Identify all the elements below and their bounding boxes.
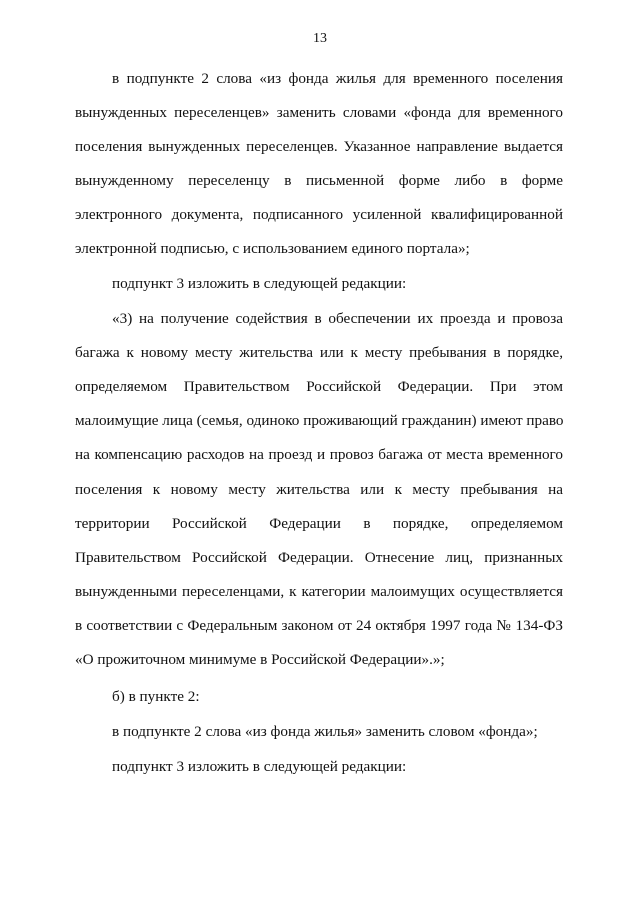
text-line-15: Правительством Российской Федерации. Отнесение лиц, признанных xyxy=(75,549,563,566)
text-line-18: «О прожиточном минимуме в Российской Федерации».»; xyxy=(75,651,445,668)
text-line-1: в подпункте 2 слова «из фонда жилья для временного поселения xyxy=(112,70,563,87)
text-line-13: поселения к новому месту жительства или к месту пребывания на xyxy=(75,481,563,498)
text-line-21: подпункт 3 изложить в следующей редакции: xyxy=(112,758,407,775)
text-line-12: на компенсацию расходов на проезд и провоз багажа от места временного xyxy=(75,446,563,463)
text-line-19: б) в пункте 2: xyxy=(112,688,200,705)
text-line-8: «3) на получение содействия в обеспечении их проезда и провоза xyxy=(112,310,563,327)
text-line-20: в подпункте 2 слова «из фонда жилья» заменить словом «фонда»; xyxy=(112,723,538,740)
text-line-4: вынужденному переселенцу в письменной форме либо в форме xyxy=(75,172,563,189)
text-line-10: определяемом Правительством Российской Федерации. При этом xyxy=(75,378,563,395)
text-line-6: электронной подписью, с использованием единого портала»; xyxy=(75,240,470,257)
page-number: 13 xyxy=(313,31,327,46)
text-line-17: в соответствии с Федеральным законом от 24 октября 1997 года № 134-ФЗ xyxy=(75,617,563,634)
text-line-5: электронного документа, подписанного усиленной квалифицированной xyxy=(75,206,563,223)
text-line-9: багажа к новому месту жительства или к месту пребывания в порядке, xyxy=(75,344,563,361)
text-line-11: малоимущие лица (семья, одиноко проживающий гражданин) имеют право xyxy=(75,412,564,429)
text-line-3: поселения вынужденных переселенцев. Указанное направление выдается xyxy=(75,138,563,155)
text-line-16: вынужденными переселенцами, к категории малоимущих осуществляется xyxy=(75,583,563,600)
text-line-2: вынужденных переселенцев» заменить словами «фонда для временного xyxy=(75,104,563,121)
text-line-7: подпункт 3 изложить в следующей редакции: xyxy=(112,275,407,292)
text-line-14: территории Российской Федерации в порядке, определяемом xyxy=(75,515,563,532)
